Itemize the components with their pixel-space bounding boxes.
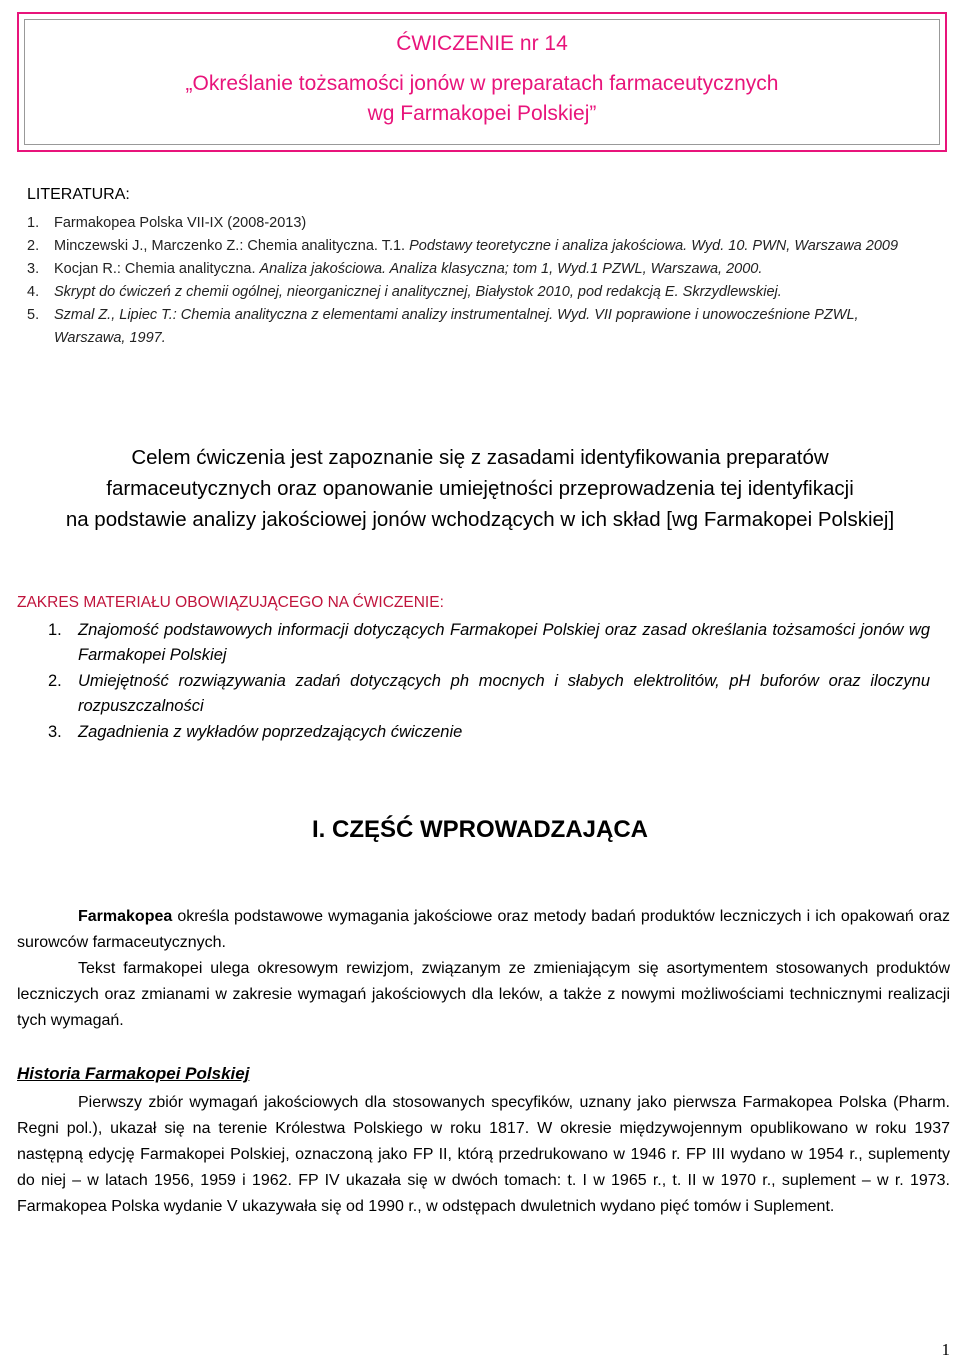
paragraph-text: Tekst farmakopei ulega okresowym rewizjom, związanym ze zmieniającym się asortymentem stosowanych produktów leczniczych oraz zmianami w zakresie wymagań jakościowych dla leków, a także z nowymi możliwościami technicznymi realizacji tych wymagań. bbox=[17, 960, 950, 1029]
literature-list bbox=[27, 212, 932, 350]
item-number: 2. bbox=[48, 672, 62, 690]
revision-paragraph bbox=[17, 956, 950, 1034]
title-box bbox=[17, 12, 947, 152]
literature-item bbox=[27, 212, 932, 235]
pharmacopoeia-definition bbox=[17, 904, 950, 956]
literature-item bbox=[27, 304, 932, 350]
term-bold: Farmakopea bbox=[78, 908, 173, 925]
item-text-italic: Szmal Z., Lipiec T.: Chemia analityczna z elementami analizy instrumentalnej. Wyd. VII poprawione i unowocześnione PZWL, Warszawa, 1997. bbox=[54, 307, 859, 346]
literature-heading: LITERATURA: bbox=[27, 186, 130, 203]
item-text: Umiejętność rozwiązywania zadań dotyczących ph mocnych i słabych elektrolitów, pH buforów oraz iloczynu rozpuszczalności bbox=[78, 672, 930, 715]
item-text: Znajomość podstawowych informacji dotyczących Farmakopei Polskiej oraz zasad określania tożsamości jonów wg Farmakopei Polskiej bbox=[78, 621, 930, 664]
section-heading: I. CZĘŚĆ WPROWADZAJĄCA bbox=[312, 816, 648, 843]
item-text: Minczewski J., Marczenko Z.: Chemia analityczna. T.1. bbox=[54, 238, 410, 254]
exercise-title: ĆWICZENIE nr 14 bbox=[396, 32, 568, 55]
exercise-subtitle-line2: wg Farmakopei Polskiej” bbox=[367, 102, 597, 125]
goal-line: Celem ćwiczenia jest zapoznanie się z zasadami identyfikowania preparatów bbox=[131, 446, 829, 469]
goal-line: na podstawie analizy jakościowej jonów wchodzących w ich skład [wg Farmakopei Polskiej] bbox=[65, 508, 895, 531]
item-number: 1. bbox=[27, 215, 40, 231]
exercise-subtitle-line1: „Określanie tożsamości jonów w preparatach farmaceutycznych bbox=[185, 72, 779, 95]
item-number: 3. bbox=[48, 723, 62, 741]
item-number: 2. bbox=[27, 238, 40, 254]
item-number: 5. bbox=[27, 307, 40, 323]
scope-heading: ZAKRES MATERIAŁU OBOWIĄZUJĄCEGO NA ĆWICZENIE: bbox=[17, 594, 444, 611]
history-paragraph bbox=[17, 1090, 950, 1220]
literature-item bbox=[27, 235, 932, 258]
exercise-goal bbox=[10, 442, 950, 535]
literature-item bbox=[27, 258, 932, 281]
item-text: Zagadnienia z wykładów poprzedzających ćwiczenie bbox=[78, 723, 463, 741]
page-number: 1 bbox=[941, 1340, 950, 1359]
item-number: 3. bbox=[27, 261, 40, 277]
paragraph-text: określa podstawowe wymagania jakościowe oraz metody badań produktów leczniczych i ich opakowań oraz surowców farmaceutycznych. bbox=[17, 908, 950, 951]
item-number: 1. bbox=[48, 621, 62, 639]
scope-list bbox=[20, 618, 930, 746]
item-number: 4. bbox=[27, 284, 40, 300]
scope-item bbox=[20, 618, 930, 668]
goal-line: farmaceutycznych oraz opanowanie umiejętności przeprowadzenia tej identyfikacji bbox=[106, 477, 854, 500]
item-text: Kocjan R.: Chemia analityczna. bbox=[54, 261, 260, 277]
paragraph-text: Pierwszy zbiór wymagań jakościowych dla stosowanych specyfików, uznany jako pierwsza Farmakopea Polska (Pharm. Regni pol.), ukazał się na terenie Królestwa Polskiego w roku 1817. W okresie międzywojennym opublikowano w roku 1937 następną edycję Farmakopei Polskiej, oznaczoną jako FP II, którą przedrukowano w 1946 r. FP III wydano w 1954 r., suplementy do niej – w latach 1956, 1959 i 1962. FP IV ukazała się w dwóch tomach: t. I w 1965 r., t. II w 1970 r., suplement – w r. 1973. Farmakopea Polska wydanie V ukazywała się od 1990 r., w odstępach dwuletnich wydano pięć tomów i Suplement. bbox=[17, 1094, 950, 1215]
item-text-italic: Analiza jakościowa. Analiza klasyczna; tom 1, Wyd.1 PZWL, Warszawa, 2000. bbox=[259, 261, 763, 277]
item-text-italic: Skrypt do ćwiczeń z chemii ogólnej, nieorganicznej i analitycznej, Białystok 2010, pod redakcją E. Skrzydlewskiej. bbox=[54, 284, 782, 300]
item-text-italic: Podstawy teoretyczne i analiza jakościowa. Wyd. 10. PWN, Warszawa 2009 bbox=[409, 238, 899, 254]
literature-item bbox=[27, 281, 932, 304]
history-heading: Historia Farmakopei Polskiej bbox=[17, 1064, 250, 1083]
scope-item bbox=[20, 720, 930, 745]
item-text: Farmakopea Polska VII-IX (2008-2013) bbox=[54, 215, 307, 231]
scope-item bbox=[20, 669, 930, 719]
